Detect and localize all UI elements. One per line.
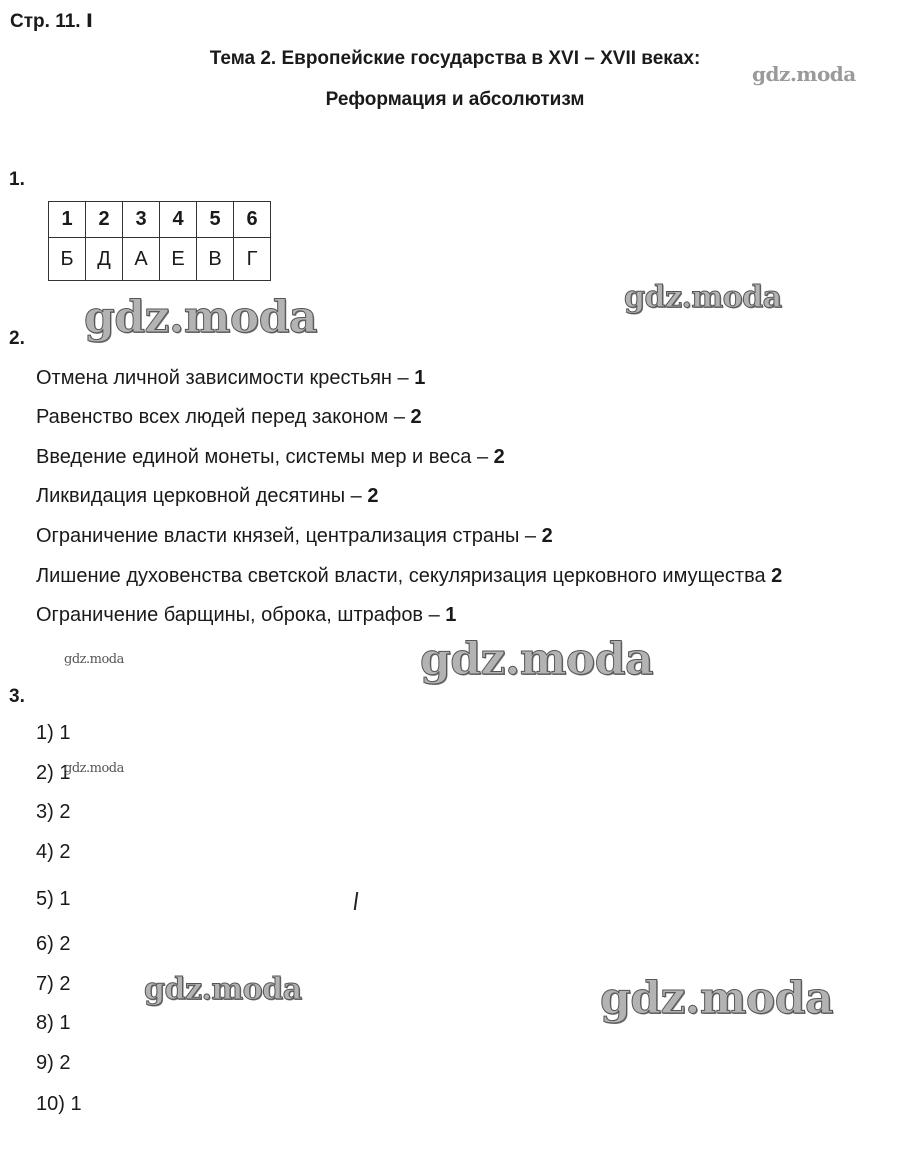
value-cell: Б bbox=[49, 238, 86, 281]
list-item: 6) 2 bbox=[36, 933, 71, 955]
watermark: gdz.moda bbox=[752, 62, 856, 86]
value-cell: А bbox=[123, 238, 160, 281]
list-item: 7) 2 bbox=[36, 973, 71, 995]
list-item: 10) 1 bbox=[36, 1093, 82, 1115]
answer-table-header-row bbox=[49, 202, 271, 238]
header-cell: 5 bbox=[197, 202, 234, 238]
list-item: 3) 2 bbox=[36, 801, 71, 823]
watermark: gdz.moda bbox=[624, 280, 782, 315]
pen-mark bbox=[354, 892, 359, 910]
header-cell: 2 bbox=[86, 202, 123, 238]
list-item: Отмена личной зависимости крестьян – 1 bbox=[36, 367, 426, 389]
list-item: 1) 1 bbox=[36, 722, 71, 744]
list-item: 5) 1 bbox=[36, 888, 71, 910]
page-reference: Стр. 11. Ⅰ bbox=[10, 11, 93, 32]
task-2-number: 2. bbox=[9, 328, 25, 349]
watermark: gdz.moda bbox=[64, 761, 124, 776]
task-3-number: 3. bbox=[9, 686, 25, 707]
watermark: gdz.moda bbox=[84, 292, 318, 343]
list-item: Введение единой монеты, системы мер и веса – 2 bbox=[36, 446, 505, 468]
value-cell: Д bbox=[86, 238, 123, 281]
list-item: 9) 2 bbox=[36, 1052, 71, 1074]
list-item: 8) 1 bbox=[36, 1012, 71, 1034]
topic-subtitle: Реформация и абсолютизм bbox=[325, 89, 585, 110]
header-cell: 6 bbox=[234, 202, 271, 238]
list-item: 4) 2 bbox=[36, 841, 71, 863]
task-1-answer-table bbox=[48, 201, 271, 281]
list-item: Ликвидация церковной десятины – 2 bbox=[36, 485, 379, 507]
watermark: gdz.moda bbox=[420, 634, 654, 685]
answer-table-value-row bbox=[49, 238, 271, 281]
list-item: Ограничение барщины, оброка, штрафов – 1 bbox=[36, 604, 457, 626]
header-cell: 1 bbox=[49, 202, 86, 238]
value-cell: Г bbox=[234, 238, 271, 281]
task-1-number: 1. bbox=[9, 169, 25, 190]
header-cell: 3 bbox=[123, 202, 160, 238]
value-cell: В bbox=[197, 238, 234, 281]
list-item: Лишение духовенства светской власти, секуляризация церковного имущества 2 bbox=[36, 565, 783, 587]
topic-title: Тема 2. Европейские государства в XVI – XVII веках: bbox=[209, 48, 701, 69]
watermark: gdz.moda bbox=[600, 973, 834, 1024]
list-item: 2) 1 bbox=[36, 762, 71, 784]
value-cell: Е bbox=[160, 238, 197, 281]
header-cell: 4 bbox=[160, 202, 197, 238]
watermark: gdz.moda bbox=[64, 652, 124, 667]
list-item: Ограничение власти князей, централизация страны – 2 bbox=[36, 525, 553, 547]
watermark: gdz.moda bbox=[144, 972, 302, 1007]
list-item: Равенство всех людей перед законом – 2 bbox=[36, 406, 422, 428]
